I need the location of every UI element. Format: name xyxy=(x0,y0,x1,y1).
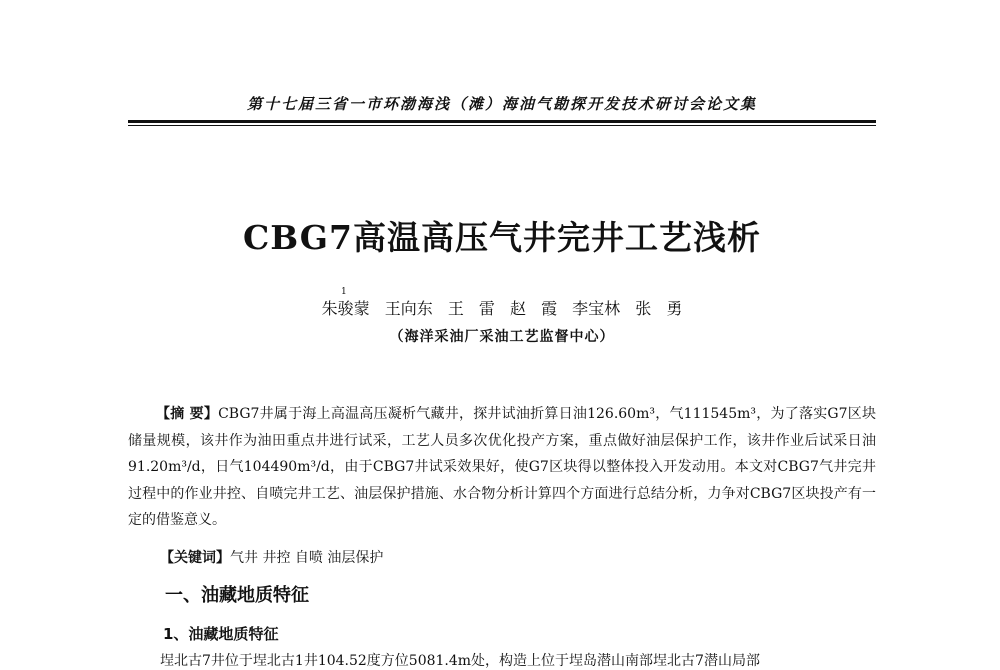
affiliation: （海洋采油厂采油工艺监督中心） xyxy=(389,329,615,345)
keywords-text: 气井 井控 自喷 油层保护 xyxy=(230,550,384,566)
running-header: 第十七届三省一市环渤海浅（滩）海油气勘探开发技术研讨会论文集 xyxy=(246,95,757,113)
keywords-label: 【关键词】 xyxy=(160,550,230,566)
subsection-heading: 1、油藏地质特征 xyxy=(163,625,279,643)
authors-line: 朱骏蒙 王向东 王 雷 赵 霞 李宝林 张 勇 xyxy=(321,299,683,318)
abstract-text: CBG7井属于海上高温高压凝析气藏井，探井试油折算日油126.60m³，气111545m³，为了落实G7区块储量规模，该井作为油田重点井进行试采，工艺人员多次优化投产方案，重点做好油层保护工作，该井作业后试采日油91.20m³/d，日气104490m³/d，由于CBG7井试采效果好，使G7区块得以整体投入开发动用。本文对CBG7气井完井过程中的作业井控、自喷完井工艺、油层保护措施、水合物分析计算四个方面进行总结分析，力争对CBG7区块投产有一定的借鉴意义。 xyxy=(128,406,876,528)
header-rule-thick xyxy=(128,120,876,123)
article-title: CBG7高温高压气井完井工艺浅析 xyxy=(243,218,761,257)
body-text-partial: 埕北古7井位于埕北古1井104.52度方位5081.4m处，构造上位于埕岛潜山南部埕北古7潜山局部 xyxy=(160,653,760,669)
author-superscript: 1 xyxy=(341,287,347,297)
header-rule-thin xyxy=(128,125,876,126)
abstract-label: 【摘 要】 xyxy=(156,406,219,422)
keywords-line xyxy=(160,547,860,567)
abstract-paragraph xyxy=(128,401,876,534)
section-heading: 一、油藏地质特征 xyxy=(165,585,309,606)
